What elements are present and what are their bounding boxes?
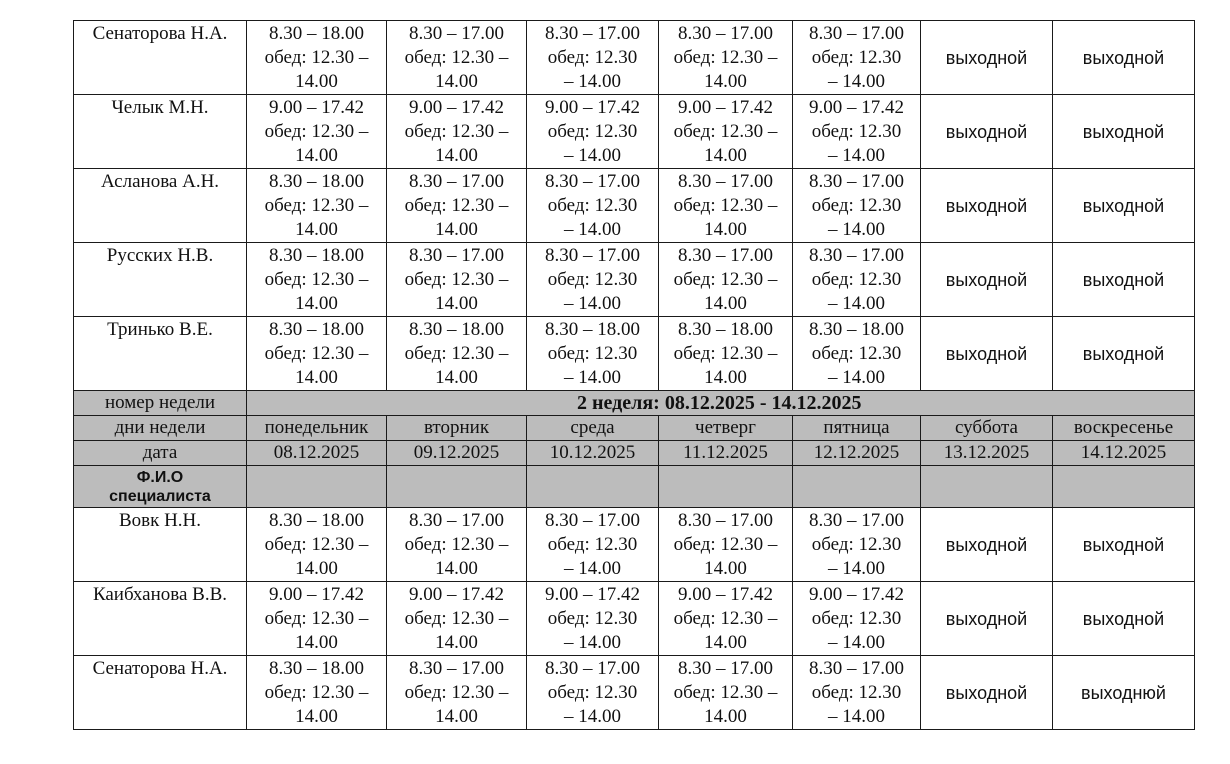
work-hours: 8.30 – 17.00 <box>409 245 504 266</box>
lunch-break: обед: 12.30 <box>547 47 638 68</box>
lunch-break: обед: 12.30 – <box>673 608 778 629</box>
lunch-break: – 14.00 <box>564 293 621 314</box>
work-hours-cell-thu <box>659 582 793 656</box>
date-label: дата <box>74 441 247 466</box>
date-tuesday: 09.12.2025 <box>387 441 527 466</box>
work-hours: 9.00 – 17.42 <box>678 97 773 118</box>
lunch-break: 14.00 <box>704 145 747 166</box>
fio-empty-cell <box>921 466 1053 508</box>
work-hours-cell-mon <box>247 317 387 391</box>
work-hours-cell-thu <box>659 656 793 730</box>
week-number-label: номер недели <box>74 391 247 416</box>
work-hours-cell-fri <box>793 243 921 317</box>
fio-header-row <box>74 466 1195 508</box>
lunch-break: обед: 12.30 <box>547 534 638 555</box>
lunch-break: обед: 12.30 – <box>673 343 778 364</box>
lunch-break: обед: 12.30 – <box>404 269 509 290</box>
day-saturday: суббота <box>921 416 1053 441</box>
lunch-break: обед: 12.30 – <box>673 195 778 216</box>
day-off-cell-sat: выходной <box>921 582 1053 656</box>
lunch-break: обед: 12.30 – <box>673 121 778 142</box>
lunch-break: обед: 12.30 – <box>264 343 369 364</box>
lunch-break: – 14.00 <box>828 219 885 240</box>
day-off-cell-sat: выходной <box>921 317 1053 391</box>
week-range: 2 неделя: 08.12.2025 - 14.12.2025 <box>247 391 1195 416</box>
day-off-cell-sat: выходной <box>921 243 1053 317</box>
lunch-break: 14.00 <box>295 219 338 240</box>
schedule-row <box>74 582 1195 656</box>
lunch-break: – 14.00 <box>564 632 621 653</box>
work-hours: 8.30 – 17.00 <box>678 510 773 531</box>
work-hours-cell-tue <box>387 317 527 391</box>
lunch-break: 14.00 <box>704 558 747 579</box>
work-hours-cell-mon <box>247 243 387 317</box>
specialist-name: Асланова А.Н. <box>74 169 247 243</box>
work-hours-cell-fri <box>793 508 921 582</box>
fio-label-line2: специалиста <box>109 487 211 505</box>
work-hours-cell-tue <box>387 243 527 317</box>
day-off-cell-sun: выходнюй <box>1053 656 1195 730</box>
schedule-row <box>74 21 1195 95</box>
work-hours: 8.30 – 17.00 <box>809 171 904 192</box>
day-off-cell-sun: выходной <box>1053 582 1195 656</box>
work-hours: 8.30 – 17.00 <box>545 510 640 531</box>
work-hours-cell-thu <box>659 243 793 317</box>
lunch-break: 14.00 <box>295 558 338 579</box>
lunch-break: – 14.00 <box>564 219 621 240</box>
fio-empty-cell <box>793 466 921 508</box>
work-hours-cell-tue <box>387 21 527 95</box>
schedule-row <box>74 317 1195 391</box>
work-hours: 9.00 – 17.42 <box>269 584 364 605</box>
work-hours-cell-fri <box>793 317 921 391</box>
specialist-name: Тринько В.Е. <box>74 317 247 391</box>
work-hours: 8.30 – 17.00 <box>809 245 904 266</box>
lunch-break: 14.00 <box>295 367 338 388</box>
schedule-row <box>74 508 1195 582</box>
work-hours: 8.30 – 18.00 <box>269 245 364 266</box>
work-hours: 8.30 – 18.00 <box>269 171 364 192</box>
work-hours-cell-fri <box>793 95 921 169</box>
lunch-break: обед: 12.30 – <box>264 47 369 68</box>
lunch-break: обед: 12.30 – <box>404 195 509 216</box>
work-hours-cell-tue <box>387 95 527 169</box>
work-hours: 8.30 – 18.00 <box>809 319 904 340</box>
lunch-break: 14.00 <box>435 632 478 653</box>
work-hours-cell-mon <box>247 95 387 169</box>
work-hours-cell-mon <box>247 508 387 582</box>
work-hours-cell-mon <box>247 656 387 730</box>
lunch-break: – 14.00 <box>828 632 885 653</box>
lunch-break: 14.00 <box>435 558 478 579</box>
work-hours-cell-fri <box>793 169 921 243</box>
day-monday: понедельник <box>247 416 387 441</box>
lunch-break: обед: 12.30 – <box>264 195 369 216</box>
week1-body <box>74 21 1195 391</box>
day-off-cell-sun: выходной <box>1053 508 1195 582</box>
lunch-break: обед: 12.30 <box>547 195 638 216</box>
fio-empty-cell <box>659 466 793 508</box>
day-off-cell-sun: выходной <box>1053 21 1195 95</box>
lunch-break: – 14.00 <box>564 71 621 92</box>
lunch-break: – 14.00 <box>564 706 621 727</box>
lunch-break: обед: 12.30 – <box>264 608 369 629</box>
dates-row <box>74 441 1195 466</box>
work-hours: 8.30 – 17.00 <box>409 510 504 531</box>
fio-empty-cell <box>387 466 527 508</box>
lunch-break: 14.00 <box>704 632 747 653</box>
schedule-row <box>74 656 1195 730</box>
lunch-break: обед: 12.30 – <box>673 682 778 703</box>
lunch-break: обед: 12.30 <box>811 121 902 142</box>
work-hours: 8.30 – 17.00 <box>678 245 773 266</box>
work-hours-cell-thu <box>659 508 793 582</box>
lunch-break: обед: 12.30 <box>811 47 902 68</box>
lunch-break: обед: 12.30 – <box>673 534 778 555</box>
weekdays-label: дни недели <box>74 416 247 441</box>
lunch-break: обед: 12.30 <box>811 608 902 629</box>
work-hours-cell-wed <box>527 656 659 730</box>
week2-header <box>74 391 1195 508</box>
day-wednesday: среда <box>527 416 659 441</box>
work-hours: 8.30 – 18.00 <box>545 319 640 340</box>
work-hours: 8.30 – 17.00 <box>545 245 640 266</box>
specialist-name: Сенаторова Н.А. <box>74 656 247 730</box>
lunch-break: обед: 12.30 <box>547 121 638 142</box>
work-hours-cell-thu <box>659 95 793 169</box>
lunch-break: обед: 12.30 <box>811 343 902 364</box>
day-off-cell-sat: выходной <box>921 169 1053 243</box>
work-hours: 9.00 – 17.42 <box>809 97 904 118</box>
day-sunday: воскресенье <box>1053 416 1195 441</box>
fio-header <box>74 466 247 508</box>
work-hours: 9.00 – 17.42 <box>545 584 640 605</box>
lunch-break: 14.00 <box>295 632 338 653</box>
lunch-break: обед: 12.30 <box>547 608 638 629</box>
work-hours: 9.00 – 17.42 <box>269 97 364 118</box>
work-hours-cell-thu <box>659 317 793 391</box>
lunch-break: обед: 12.30 – <box>673 47 778 68</box>
lunch-break: 14.00 <box>295 145 338 166</box>
lunch-break: обед: 12.30 – <box>264 121 369 142</box>
lunch-break: 14.00 <box>435 219 478 240</box>
lunch-break: обед: 12.30 – <box>264 682 369 703</box>
date-monday: 08.12.2025 <box>247 441 387 466</box>
lunch-break: – 14.00 <box>828 145 885 166</box>
lunch-break: 14.00 <box>295 706 338 727</box>
day-friday: пятница <box>793 416 921 441</box>
work-hours-cell-tue <box>387 508 527 582</box>
work-hours: 8.30 – 17.00 <box>678 171 773 192</box>
day-off-cell-sun: выходной <box>1053 169 1195 243</box>
work-hours: 8.30 – 18.00 <box>678 319 773 340</box>
lunch-break: обед: 12.30 <box>811 269 902 290</box>
work-hours-cell-wed <box>527 317 659 391</box>
lunch-break: 14.00 <box>435 145 478 166</box>
work-hours: 8.30 – 18.00 <box>269 319 364 340</box>
work-hours-cell-fri <box>793 582 921 656</box>
work-hours: 9.00 – 17.42 <box>409 97 504 118</box>
lunch-break: 14.00 <box>704 293 747 314</box>
work-hours-cell-mon <box>247 21 387 95</box>
work-hours-cell-wed <box>527 21 659 95</box>
work-hours: 9.00 – 17.42 <box>809 584 904 605</box>
week-number-row <box>74 391 1195 416</box>
lunch-break: – 14.00 <box>828 293 885 314</box>
specialist-name: Сенаторова Н.А. <box>74 21 247 95</box>
lunch-break: обед: 12.30 – <box>673 269 778 290</box>
lunch-break: обед: 12.30 – <box>404 608 509 629</box>
day-off-cell-sun: выходной <box>1053 317 1195 391</box>
lunch-break: обед: 12.30 – <box>264 269 369 290</box>
work-hours-cell-thu <box>659 169 793 243</box>
work-hours-cell-mon <box>247 582 387 656</box>
work-hours: 8.30 – 17.00 <box>678 658 773 679</box>
lunch-break: обед: 12.30 <box>811 682 902 703</box>
specialist-name: Русских Н.В. <box>74 243 247 317</box>
lunch-break: 14.00 <box>704 71 747 92</box>
lunch-break: 14.00 <box>704 706 747 727</box>
lunch-break: обед: 12.30 <box>811 195 902 216</box>
specialist-name: Вовк Н.Н. <box>74 508 247 582</box>
day-off-cell-sat: выходной <box>921 95 1053 169</box>
work-hours: 8.30 – 18.00 <box>269 510 364 531</box>
schedule-table <box>73 20 1195 730</box>
lunch-break: 14.00 <box>435 367 478 388</box>
work-hours: 8.30 – 17.00 <box>809 658 904 679</box>
fio-empty-cell <box>1053 466 1195 508</box>
work-hours-cell-wed <box>527 169 659 243</box>
day-off-cell-sat: выходной <box>921 508 1053 582</box>
work-hours-cell-wed <box>527 95 659 169</box>
lunch-break: обед: 12.30 <box>547 343 638 364</box>
lunch-break: – 14.00 <box>828 71 885 92</box>
work-hours-cell-tue <box>387 582 527 656</box>
lunch-break: 14.00 <box>435 71 478 92</box>
day-off-cell-sun: выходной <box>1053 95 1195 169</box>
work-hours: 9.00 – 17.42 <box>545 97 640 118</box>
lunch-break: – 14.00 <box>564 367 621 388</box>
schedule-row <box>74 169 1195 243</box>
work-hours: 8.30 – 17.00 <box>545 658 640 679</box>
work-hours: 8.30 – 18.00 <box>409 319 504 340</box>
specialist-name: Каибханова В.В. <box>74 582 247 656</box>
work-hours: 8.30 – 17.00 <box>678 23 773 44</box>
date-friday: 12.12.2025 <box>793 441 921 466</box>
lunch-break: обед: 12.30 – <box>404 47 509 68</box>
lunch-break: 14.00 <box>295 293 338 314</box>
weekdays-row <box>74 416 1195 441</box>
lunch-break: обед: 12.30 – <box>404 682 509 703</box>
work-hours: 8.30 – 17.00 <box>545 171 640 192</box>
work-hours-cell-mon <box>247 169 387 243</box>
day-off-cell-sun: выходной <box>1053 243 1195 317</box>
work-hours-cell-fri <box>793 21 921 95</box>
work-hours-cell-wed <box>527 508 659 582</box>
lunch-break: обед: 12.30 <box>547 682 638 703</box>
schedule-row <box>74 243 1195 317</box>
day-off-cell-sat: выходной <box>921 21 1053 95</box>
lunch-break: обед: 12.30 <box>547 269 638 290</box>
work-hours: 8.30 – 17.00 <box>809 23 904 44</box>
schedule-row <box>74 95 1195 169</box>
lunch-break: 14.00 <box>295 71 338 92</box>
lunch-break: – 14.00 <box>564 145 621 166</box>
work-hours: 8.30 – 18.00 <box>269 658 364 679</box>
date-sunday: 14.12.2025 <box>1053 441 1195 466</box>
work-hours-cell-fri <box>793 656 921 730</box>
lunch-break: 14.00 <box>435 706 478 727</box>
work-hours: 8.30 – 17.00 <box>545 23 640 44</box>
work-hours-cell-wed <box>527 243 659 317</box>
work-hours-cell-wed <box>527 582 659 656</box>
fio-label-line1: Ф.И.О <box>136 468 184 486</box>
work-hours: 9.00 – 17.42 <box>678 584 773 605</box>
lunch-break: – 14.00 <box>828 367 885 388</box>
work-hours: 9.00 – 17.42 <box>409 584 504 605</box>
work-hours: 8.30 – 17.00 <box>409 23 504 44</box>
day-off-cell-sat: выходной <box>921 656 1053 730</box>
date-saturday: 13.12.2025 <box>921 441 1053 466</box>
work-hours: 8.30 – 17.00 <box>409 658 504 679</box>
lunch-break: – 14.00 <box>564 558 621 579</box>
date-thursday: 11.12.2025 <box>659 441 793 466</box>
lunch-break: обед: 12.30 – <box>404 121 509 142</box>
lunch-break: обед: 12.30 – <box>404 343 509 364</box>
work-hours-cell-thu <box>659 21 793 95</box>
lunch-break: обед: 12.30 <box>811 534 902 555</box>
lunch-break: 14.00 <box>435 293 478 314</box>
lunch-break: 14.00 <box>704 367 747 388</box>
work-hours-cell-tue <box>387 656 527 730</box>
day-tuesday: вторник <box>387 416 527 441</box>
lunch-break: обед: 12.30 – <box>404 534 509 555</box>
week2-body <box>74 508 1195 730</box>
fio-empty-cell <box>527 466 659 508</box>
lunch-break: обед: 12.30 – <box>264 534 369 555</box>
work-hours: 8.30 – 18.00 <box>269 23 364 44</box>
date-wednesday: 10.12.2025 <box>527 441 659 466</box>
specialist-name: Челык М.Н. <box>74 95 247 169</box>
lunch-break: – 14.00 <box>828 558 885 579</box>
work-hours: 8.30 – 17.00 <box>409 171 504 192</box>
work-hours: 8.30 – 17.00 <box>809 510 904 531</box>
lunch-break: 14.00 <box>704 219 747 240</box>
work-hours-cell-tue <box>387 169 527 243</box>
lunch-break: – 14.00 <box>828 706 885 727</box>
fio-empty-cell <box>247 466 387 508</box>
day-thursday: четверг <box>659 416 793 441</box>
